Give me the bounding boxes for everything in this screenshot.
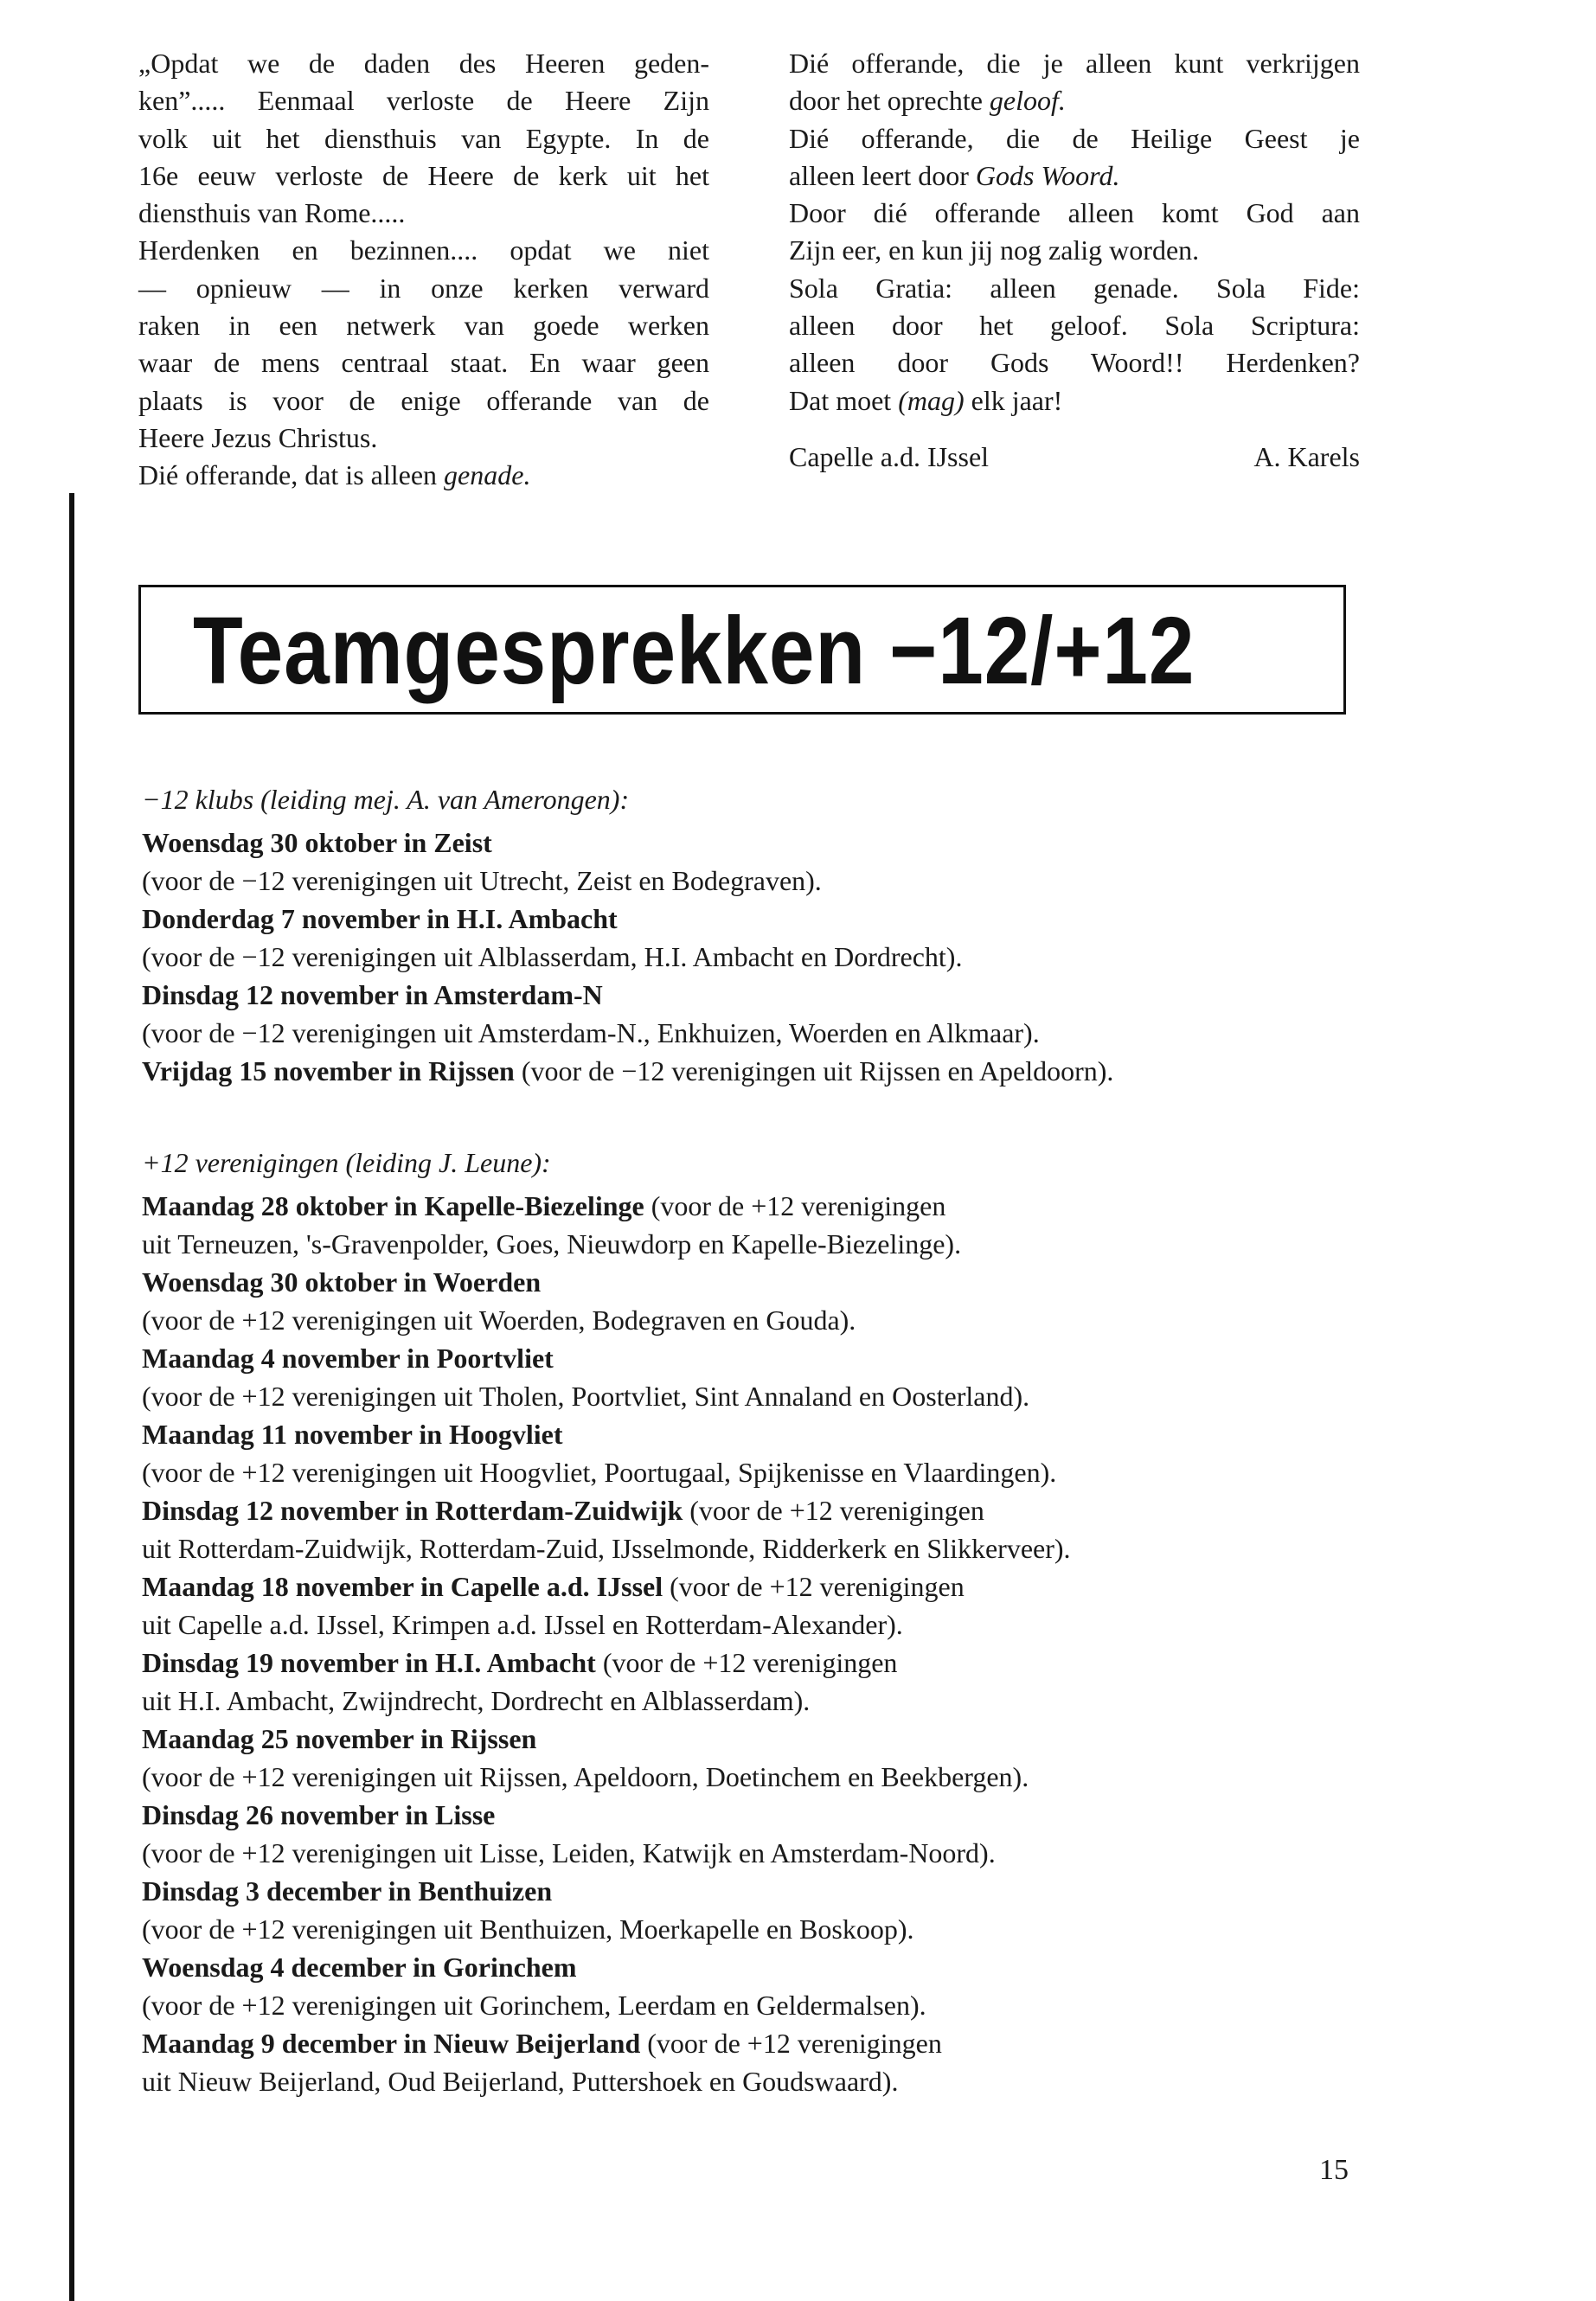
schedule-entry-line [142,1052,1370,1090]
left-line: 16e eeuw verloste de Heere de kerk uit het [138,159,709,191]
schedule-entry-detail-line: uit Terneuzen, 's-Gravenpolder, Goes, Nieuwdorp en Kapelle-Biezelinge). [142,1228,962,1259]
schedule-entry-detail: (voor de +12 verenigingen [595,1647,898,1678]
schedule-entry-date-place: Vrijdag 15 november in Rijssen [142,1055,515,1086]
schedule-entry-detail-line: uit Nieuw Beijerland, Oud Beijerland, Puttershoek en Goudswaard). [142,2066,899,2097]
schedule-entry-detail-line: uit H.I. Ambacht, Zwijndrecht, Dordrecht en Alblasserdam). [142,1685,811,1716]
title-box [138,585,1346,715]
schedule-entry-date-place: Woensdag 4 december in Gorinchem [142,1952,577,1983]
left-line: Heere Jezus Christus. [138,421,378,453]
schedule-entry-detail-line: (voor de −12 verenigingen uit Alblasserdam, H.I. Ambacht en Dordrecht). [142,941,963,972]
schedule-entry-detail-line: uit Rotterdam-Zuidwijk, Rotterdam-Zuid, IJsselmonde, Ridderkerk en Slikkerveer). [142,1533,1071,1564]
right-line: Dié offerande, die de Heilige Geest je [789,122,1360,154]
schedule-entry-line [142,1872,1370,1910]
left-line: ken”..... Eenmaal verloste de Heere Zijn [138,85,709,117]
schedule-entry-detail-line: (voor de −12 verenigingen uit Utrecht, Zeist en Bodegraven). [142,865,822,896]
schedule-entry-date-place: Donderdag 7 november in H.I. Ambacht [142,903,618,934]
schedule-entry-line [142,1187,1370,1225]
page-title: Teamgesprekken −12/+12 [193,598,1195,704]
min12-heading: −12 klubs (leiding mej. A. van Amerongen): [142,784,630,815]
binding-margin-line [69,493,74,2301]
schedule-entry-line [142,824,1370,862]
schedule-entry-line [142,1720,1370,1758]
schedule-entry-detail: (voor de +12 verenigingen [683,1495,984,1526]
right-line-prefix: Dat moet [789,384,899,416]
schedule-entry-detail-line: (voor de +12 verenigingen uit Rijssen, Apeldoorn, Doetinchem en Beekbergen). [142,1761,1029,1792]
right-line: Door dié offerande alleen komt God aan [789,197,1360,229]
schedule-entry-detail: (voor de +12 verenigingen [644,1190,946,1221]
left-line: waar de mens centraal staat. En waar geen [138,347,709,379]
schedule-entry-date-place: Maandag 11 november in Hoogvliet [142,1419,563,1450]
left-text-column [138,45,709,495]
schedule-entry-line [142,900,1370,938]
schedule-entry-date-place: Maandag 28 oktober in Kapelle-Biezelinge [142,1190,644,1221]
right-line: alleen door Gods Woord!! Herdenken? [789,347,1360,379]
schedule-entry-detail: (voor de +12 verenigingen [663,1571,965,1602]
schedule-entry-detail-line: (voor de +12 verenigingen uit Woerden, Bodegraven en Gouda). [142,1304,856,1336]
left-line: volk uit het diensthuis van Egypte. In de [138,122,709,154]
right-line [789,82,1360,119]
plus12-heading: +12 verenigingen (leiding J. Leune): [142,1147,551,1178]
schedule-entry-line [142,976,1370,1014]
schedule-entry-line [142,1263,1370,1301]
right-line-italic: geloof. [989,85,1066,117]
schedule-entry-detail-line: (voor de +12 verenigingen uit Tholen, Poortvliet, Sint Annaland en Oosterland). [142,1381,1030,1412]
signature-place: Capelle a.d. IJssel [789,440,990,472]
left-line: plaats is voor de enige offerande van de [138,384,709,416]
right-line [789,157,1360,195]
left-last-italic: genade. [444,459,531,491]
page-number: 15 [1319,2154,1349,2186]
left-line-last [138,457,709,494]
schedule-entry-line [142,1796,1370,1834]
schedule-entry-line [142,1948,1370,1986]
plus12-entries [142,1187,1370,2100]
signature-row [789,439,1360,476]
right-line-italic: Gods Woord. [975,159,1120,191]
schedule-entry-line [142,2024,1370,2062]
schedule-entry-detail-line: uit Capelle a.d. IJssel, Krimpen a.d. IJssel en Rotterdam-Alexander). [142,1609,903,1640]
schedule-entry-date-place: Maandag 9 december in Nieuw Beijerland [142,2028,641,2059]
right-line [789,382,1360,420]
schedule-entry-line [142,1644,1370,1682]
schedule-entry-date-place: Woensdag 30 oktober in Woerden [142,1266,542,1298]
schedule-entry-line [142,1339,1370,1377]
schedule-entry-line [142,1567,1370,1606]
signature-author: A. Karels [1253,440,1360,472]
schedule-entry-date-place: Dinsdag 12 november in Amsterdam-N [142,979,603,1010]
schedule-entry-date-place: Dinsdag 3 december in Benthuizen [142,1875,553,1907]
schedule-entry-detail: (voor de +12 verenigingen [640,2028,942,2059]
schedule-entry-detail-line: (voor de +12 verenigingen uit Lisse, Leiden, Katwijk en Amsterdam-Noord). [142,1837,996,1868]
right-line-suffix: elk jaar! [964,384,1063,416]
min12-schedule [142,780,1370,1090]
schedule-entry-date-place: Woensdag 30 oktober in Zeist [142,827,492,858]
schedule-entry-date-place: Maandag 18 november in Capelle a.d. IJssel [142,1571,663,1602]
min12-entries [142,824,1370,1090]
right-line: alleen door het geloof. Sola Scriptura: [789,310,1360,342]
right-line-prefix: door het oprechte [789,85,990,117]
schedule-entry-detail-line: (voor de +12 verenigingen uit Gorinchem, Leerdam en Geldermalsen). [142,1990,926,2021]
left-line: — opnieuw — in onze kerken verward [138,272,709,304]
left-line: diensthuis van Rome..... [138,197,406,229]
schedule-entry-date-place: Maandag 4 november in Poortvliet [142,1343,554,1374]
schedule-entry-detail-line: (voor de +12 verenigingen uit Hoogvliet, Poortugaal, Spijkenisse en Vlaardingen). [142,1457,1057,1488]
right-line-prefix: alleen leert door [789,159,976,191]
right-line-italic: (mag) [898,384,965,416]
left-line: raken in een netwerk van goede werken [138,310,709,342]
left-line: Herdenken en bezinnen.... opdat we niet [138,234,709,266]
schedule-entry-date-place: Maandag 25 november in Rijssen [142,1723,537,1754]
right-line: Dié offerande, die je alleen kunt verkrijgen [789,48,1360,79]
right-line: Sola Gratia: alleen genade. Sola Fide: [789,272,1360,304]
schedule-entry-line [142,1491,1370,1529]
schedule-entry-detail: (voor de −12 verenigingen uit Rijssen en Apeldoorn). [514,1055,1114,1086]
schedule-entry-date-place: Dinsdag 19 november in H.I. Ambacht [142,1647,596,1678]
left-last-prefix: Dié offerande, dat is alleen [138,459,445,491]
schedule-entry-detail-line: (voor de −12 verenigingen uit Amsterdam-N., Enkhuizen, Woerden en Alkmaar). [142,1017,1040,1048]
schedule-entry-date-place: Dinsdag 12 november in Rotterdam-Zuidwijk [142,1495,683,1526]
right-text-column [789,45,1360,476]
schedule-entry-detail-line: (voor de +12 verenigingen uit Benthuizen, Moerkapelle en Boskoop). [142,1913,914,1945]
right-line: Zijn eer, en kun jij nog zalig worden. [789,234,1200,266]
schedule-entry-line [142,1415,1370,1453]
schedule-entry-date-place: Dinsdag 26 november in Lisse [142,1799,496,1830]
plus12-schedule [142,1144,1370,2100]
left-line: „Opdat we de daden des Heeren geden- [138,48,709,79]
